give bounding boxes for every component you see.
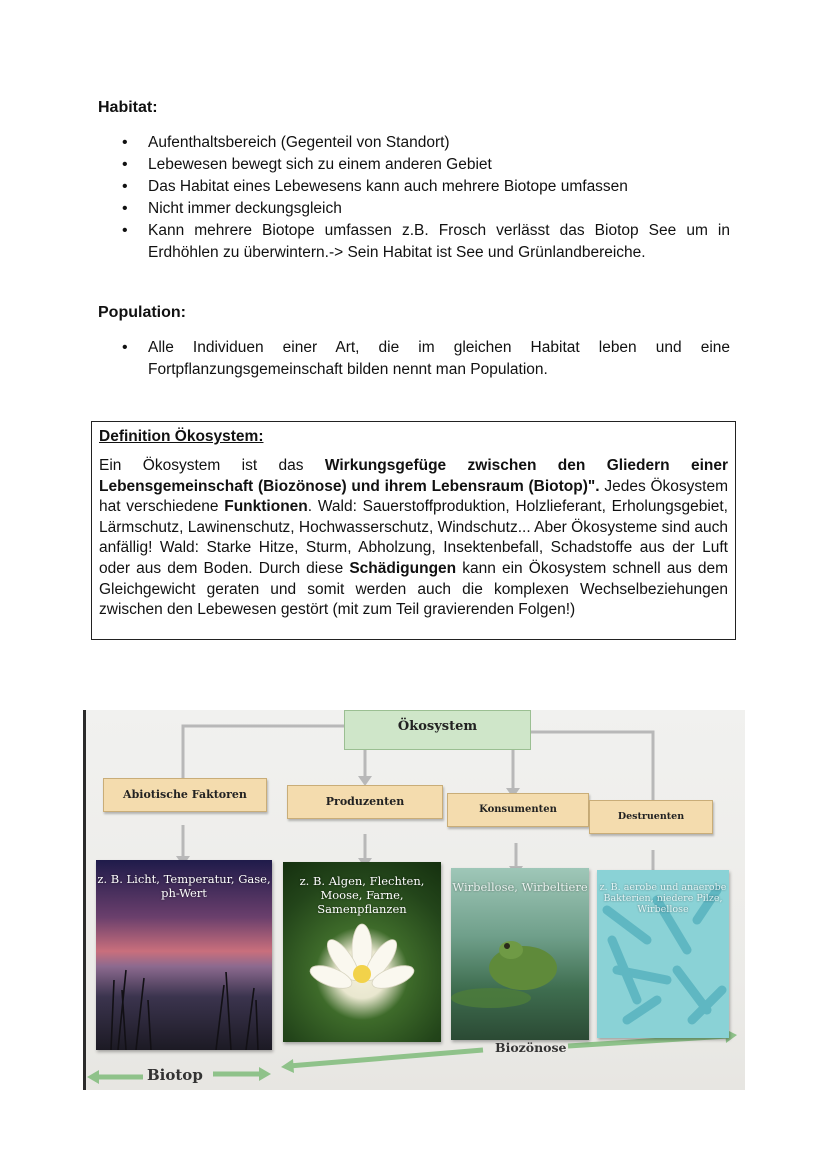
definition-box (91, 421, 736, 640)
tile-destruents-bacteria (597, 870, 729, 1038)
population-list (120, 337, 730, 381)
category-destruents: Destruenten (589, 800, 713, 834)
tile-caption: z. B. Licht, Temperatur, Gase, ph-Wert (97, 872, 271, 900)
ecosystem-root-box: Ökosystem (344, 710, 531, 750)
biozoenose-label: Biozönose (495, 1040, 567, 1055)
category-producers: Produzenten (287, 785, 443, 819)
list-item: • Lebewesen bewegt sich zu einem anderen Gebiet (120, 154, 730, 176)
tile-producers-waterlily (283, 862, 441, 1042)
list-item: • Kann mehrere Biotope umfassen z.B. Frosch verlässt das Biotop See um in Erdhöhlen zu überwintern.-> Sein Habitat ist See und Grünlandbereiche. (120, 220, 730, 264)
arrowhead (87, 1070, 99, 1084)
definition-bold-part: Funktionen (224, 498, 308, 516)
definition-bold-part: Schädigungen (349, 559, 457, 577)
definition-bold-part: Wirkungsgefüge zwischen den Gliedern einer Lebensgemeinschaft (Biozönose) und ihrem Lebensraum (Biotop)". (99, 457, 729, 495)
list-item: • Das Habitat eines Lebewesens kann auch mehrere Biotope umfassen (120, 176, 730, 198)
biotop-label: Biotop (147, 1066, 203, 1084)
habitat-list (120, 132, 730, 264)
definition-text-part: kann ein Ökosystem schnell aus dem Gleichgewicht geraten und somit werden auch die komplexen Wechselbeziehungen zwischen den Lebewesen gestört (mit zum Teil gravierenden Folgen!) (99, 559, 728, 619)
tile-abiotic-sunset (96, 860, 272, 1050)
list-item: • Alle Individuen einer Art, die im gleichen Habitat leben und eine Fortpflanzungsgemeinschaft bilden nennt man Population. (120, 337, 730, 381)
category-abiotic: Abiotische Faktoren (103, 778, 267, 812)
definition-title: Definition Ökosystem: (99, 428, 264, 445)
population-heading: Population: (98, 304, 186, 321)
habitat-heading: Habitat: (98, 99, 158, 116)
arrowhead (259, 1067, 271, 1081)
arrowhead (281, 1059, 294, 1073)
tile-consumers-frog (451, 868, 589, 1040)
ecosystem-diagram-photo (83, 710, 745, 1090)
tile-caption: z. B. aerobe und anaerobe Bakterien, niedere Pilze, Wirbellose (599, 882, 727, 915)
category-consumers: Konsumenten (447, 793, 589, 827)
tile-caption: Wirbellose, Wirbeltiere (452, 880, 588, 894)
definition-text-part: . Wald: Sauerstoffproduktion, Holzlieferant, Erholungsgebiet, Lärmschutz, Lawinenschutz, Hochwasserschutz, Windschutz... Aber Ökosysteme sind auch anfällig! Wald: Starke Hitze, Sturm, Abholzung, Insektenbefall, Schadstoffe aus der Luft oder aus dem Boden. Durch diese (99, 498, 728, 577)
definition-text (99, 456, 728, 621)
tile-caption: z. B. Algen, Flechten, Moose, Farne, Samenpflanzen (299, 874, 425, 916)
connector-to-abiotic (183, 726, 344, 782)
biozoenose-arrow-left (289, 1050, 483, 1066)
list-item: • Aufenthaltsbereich (Gegenteil von Standort) (120, 132, 730, 154)
definition-text-part: Jedes Ökosystem hat verschiedene (99, 477, 728, 516)
connector-to-destruents (529, 732, 653, 802)
list-item: • Nicht immer deckungsgleich (120, 198, 730, 220)
definition-text-part: Ein Ökosystem ist das (99, 457, 325, 474)
